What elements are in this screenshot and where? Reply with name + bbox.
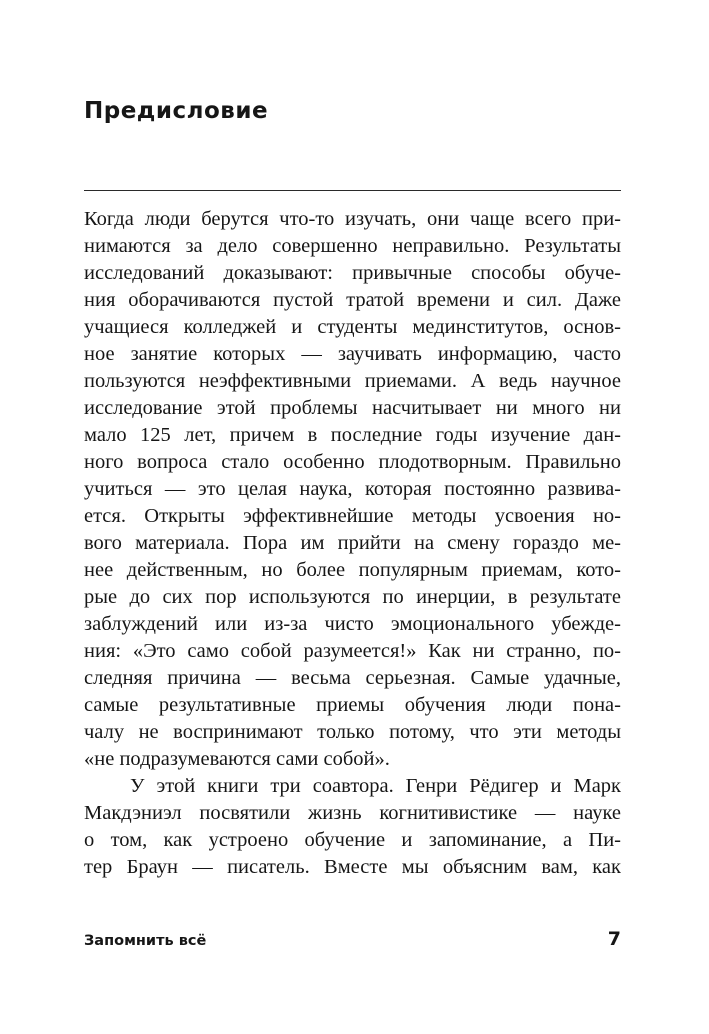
text-line: заблуждений или из-за чисто эмоционального убежде- <box>84 613 621 635</box>
text-line: ное занятие которых — заучивать информацию, часто <box>84 343 621 365</box>
text-line: ного вопроса стало особенно плодотворным. Правильно <box>84 451 621 473</box>
text-line: ется. Открыты эффективнейшие методы усвоения но- <box>84 505 621 527</box>
text-line: нимаются за дело совершенно неправильно. Результаты <box>84 235 621 257</box>
text-line: вого материала. Пора им прийти на смену гораздо ме- <box>84 532 621 554</box>
text-line: тер Браун — писатель. Вместе мы объясним вам, как <box>84 856 621 878</box>
text-line: учащиеся колледжей и студенты мединститутов, основ- <box>84 316 621 338</box>
text-line: следняя причина — весьма серьезная. Самые удачные, <box>84 667 621 689</box>
text-line: пользуются неэффективными приемами. А ведь научное <box>84 370 621 392</box>
running-footer-title: Запомнить всё <box>84 933 207 949</box>
text-line: ния: «Это само собой разумеется!» Как ни странно, по- <box>84 640 621 662</box>
text-line: Макдэниэл посвятили жизнь когнитивистике — науке <box>84 802 621 824</box>
text-line: У этой книги три соавтора. Генри Рёдигер и Марк <box>130 775 621 797</box>
text-line: о том, как устроено обучение и запоминание, а Пи- <box>84 829 621 851</box>
text-line: мало 125 лет, причем в последние годы изучение дан- <box>84 424 621 446</box>
text-line: рые до сих пор используются по инерции, в результате <box>84 586 621 608</box>
text-line: ния оборачиваются пустой тратой времени и сил. Даже <box>84 289 621 311</box>
chapter-heading: Предисловие <box>84 98 269 124</box>
text-line: учиться — это целая наука, которая постоянно развива- <box>84 478 621 500</box>
text-line: самые результативные приемы обучения люди пона- <box>84 694 621 716</box>
text-line: исследований доказывают: привычные способы обуче- <box>84 262 621 284</box>
text-line: «не подразумеваются сами собой». <box>84 748 390 770</box>
page-number: 7 <box>607 928 621 950</box>
text-line: нее действенным, но более популярным приемам, кото- <box>84 559 621 581</box>
heading-divider <box>84 190 621 191</box>
text-line: исследование этой проблемы насчитывает ни много ни <box>84 397 621 419</box>
text-line: чалу не воспринимают только потому, что эти методы <box>84 721 621 743</box>
text-line: Когда люди берутся что-то изучать, они чаще всего при- <box>84 208 621 230</box>
